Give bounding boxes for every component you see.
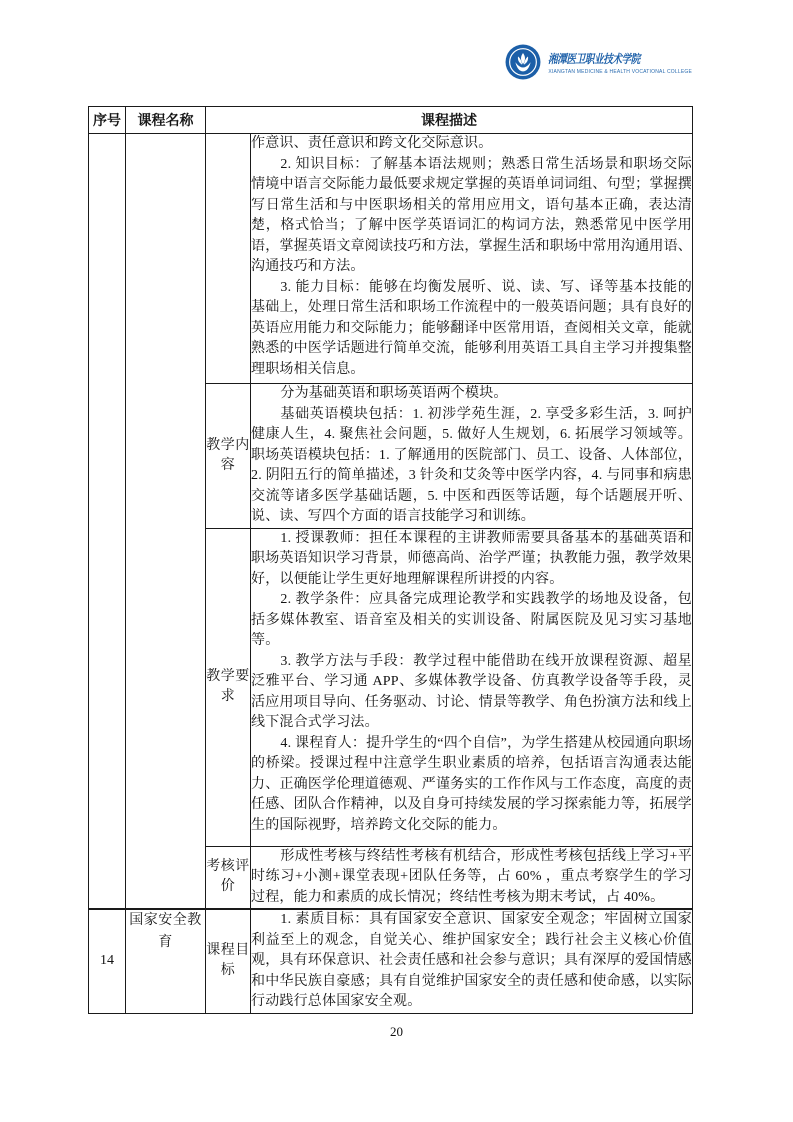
- course-description-table: [88, 106, 693, 1014]
- course13-teaching-content-label-cell: 教学内容: [206, 384, 251, 529]
- paragraph: 基础英语模块包括：1. 初涉学苑生涯，2. 享受多彩生活，3. 呵护健康人生，4. 聚焦社会问题，5. 做好人生规划，6. 拓展学习领域等。职场英语模块包括：1. 了解通用的医院部门、员工、设备、人体部位，2. 阴阳五行的简单描述，3 针灸和艾灸等中医学内容，4. 与同事和病患交流等诸多医学基础话题，5. 中医和西医等话题，每个话题展开听、说、读、写四个方面的语言技能学习和训练。: [251, 406, 692, 524]
- paragraph: 分为基础英语和职场英语两个模块。: [280, 386, 508, 401]
- course13-teaching-requirements-label-cell: 教学要求: [206, 528, 251, 846]
- course14-objectives-cell: [251, 909, 693, 1013]
- course14-name-cell: 国家安全教育: [126, 909, 206, 1013]
- course13-name-cell: [126, 134, 206, 910]
- course13-assessment-cell: [251, 846, 693, 909]
- course13-seq-cell: [89, 134, 126, 910]
- table-row-course14: [89, 909, 693, 1013]
- paragraph: 1. 素质目标：具有国家安全意识、国家安全观念；牢固树立国家利益至上的观念，自觉关心、维护国家安全；践行社会主义核心价值观，具有环保意识、社会责任感和社会参与意识；具有深厚的爱国情感和中华民族自豪感；具有自觉维护国家安全的责任感和使命感，以实际行动践行总体国家安全观。: [251, 912, 692, 1009]
- paragraph: 4. 课程育人：提升学生的“四个自信”，为学生搭建从校园通向职场的桥梁。授课过程中注意学生职业素质的培养，包括语言沟通表达能力、正确医学伦理道德观、严谨务实的工作作风与工作态度，高度的责任感、团队合作精神，以及自身可持续发展的学习探索能力等，拓展学生的国际视野，培养跨文化交际的能力。: [251, 735, 692, 833]
- course14-objectives-label-cell: 课程目标: [206, 909, 251, 1013]
- paragraph: 2. 教学条件：应具备完成理论教学和实践教学的场地及设备，包括多媒体教室、语音室及相关的实训设备、附属医院及见习实习基地等。: [251, 592, 692, 648]
- paragraph: 1. 授课教师：担任本课程的主讲教师需要具备基本的基础英语和职场英语知识学习背景，师德高尚、治学严谨；执教能力强，教学效果好，以便能让学生更好地理解课程所讲授的内容。: [251, 530, 692, 587]
- table-header-row: [89, 107, 693, 134]
- course13-teaching-requirements-cell: [251, 528, 693, 846]
- page-number: 20: [390, 1024, 403, 1039]
- paragraph: 3. 教学方法与手段：教学过程中能借助在线开放课程资源、超星泛雅平台、学习通 APP、多媒体教学设备、仿真教学设备等手段，灵活应用项目导向、任务驱动、讨论、情景等教学、角色扮演方法和线上线下混合式学习法。: [251, 653, 692, 730]
- course13-teaching-content-cell: [251, 384, 693, 529]
- college-name-block: [548, 50, 692, 75]
- course13-objectives-content-cell: [251, 134, 693, 384]
- course13-objectives-label-cell: [206, 134, 251, 384]
- course13-assessment-label-cell: 考核评价: [206, 846, 251, 909]
- college-emblem-icon: [505, 44, 541, 80]
- course14-seq-cell: 14: [89, 909, 126, 1013]
- college-name-cn: 湘潭医卫职业技术学院: [548, 51, 641, 66]
- header-cell-course-name: 课程名称: [126, 107, 206, 134]
- paragraph: 作意识、责任意识和跨文化交际意识。: [251, 136, 493, 151]
- college-logo: [505, 44, 692, 80]
- college-name-en: XIANGTAN MEDICINE & HEALTH VOCATIONAL COLLEGE: [548, 68, 692, 75]
- header-cell-seq: 序号: [89, 107, 126, 134]
- table-row-course13-objectives: [89, 134, 693, 384]
- paragraph: 2. 知识目标：了解基本语法规则；熟悉日常生活场景和职场交际情境中语言交际能力最低要求规定掌握的英语单词词组、句型；掌握撰写日常生活和与中医职场相关的常用应用文，语句基本正确，表达清楚，格式恰当；了解中医学英语词汇的构词方法，熟悉常见中医学用语，掌握英语文章阅读技巧和方法，掌握生活和职场中常用沟通用语、沟通技巧和方法。: [251, 156, 692, 274]
- paragraph: 形成性考核与终结性考核有机结合，形成性考核包括线上学习+平时练习+小测+课堂表现+团队任务等，占 60% ，重点考察学生的学习过程，能力和素质的成长情况；终结性考核为期末考试，占 40%。: [251, 848, 692, 905]
- header-cell-course-desc: 课程描述: [206, 107, 693, 134]
- paragraph: 3. 能力目标：能够在均衡发展听、说、读、写、译等基本技能的基础上，处理日常生活和职场工作流程中的一般英语问题；具有良好的英语应用能力和交际能力；能够翻译中医常用语，查阅相关文章，能就熟悉的中医学话题进行简单交流，能够利用英语工具自主学习并搜集整理职场相关信息。: [251, 279, 692, 377]
